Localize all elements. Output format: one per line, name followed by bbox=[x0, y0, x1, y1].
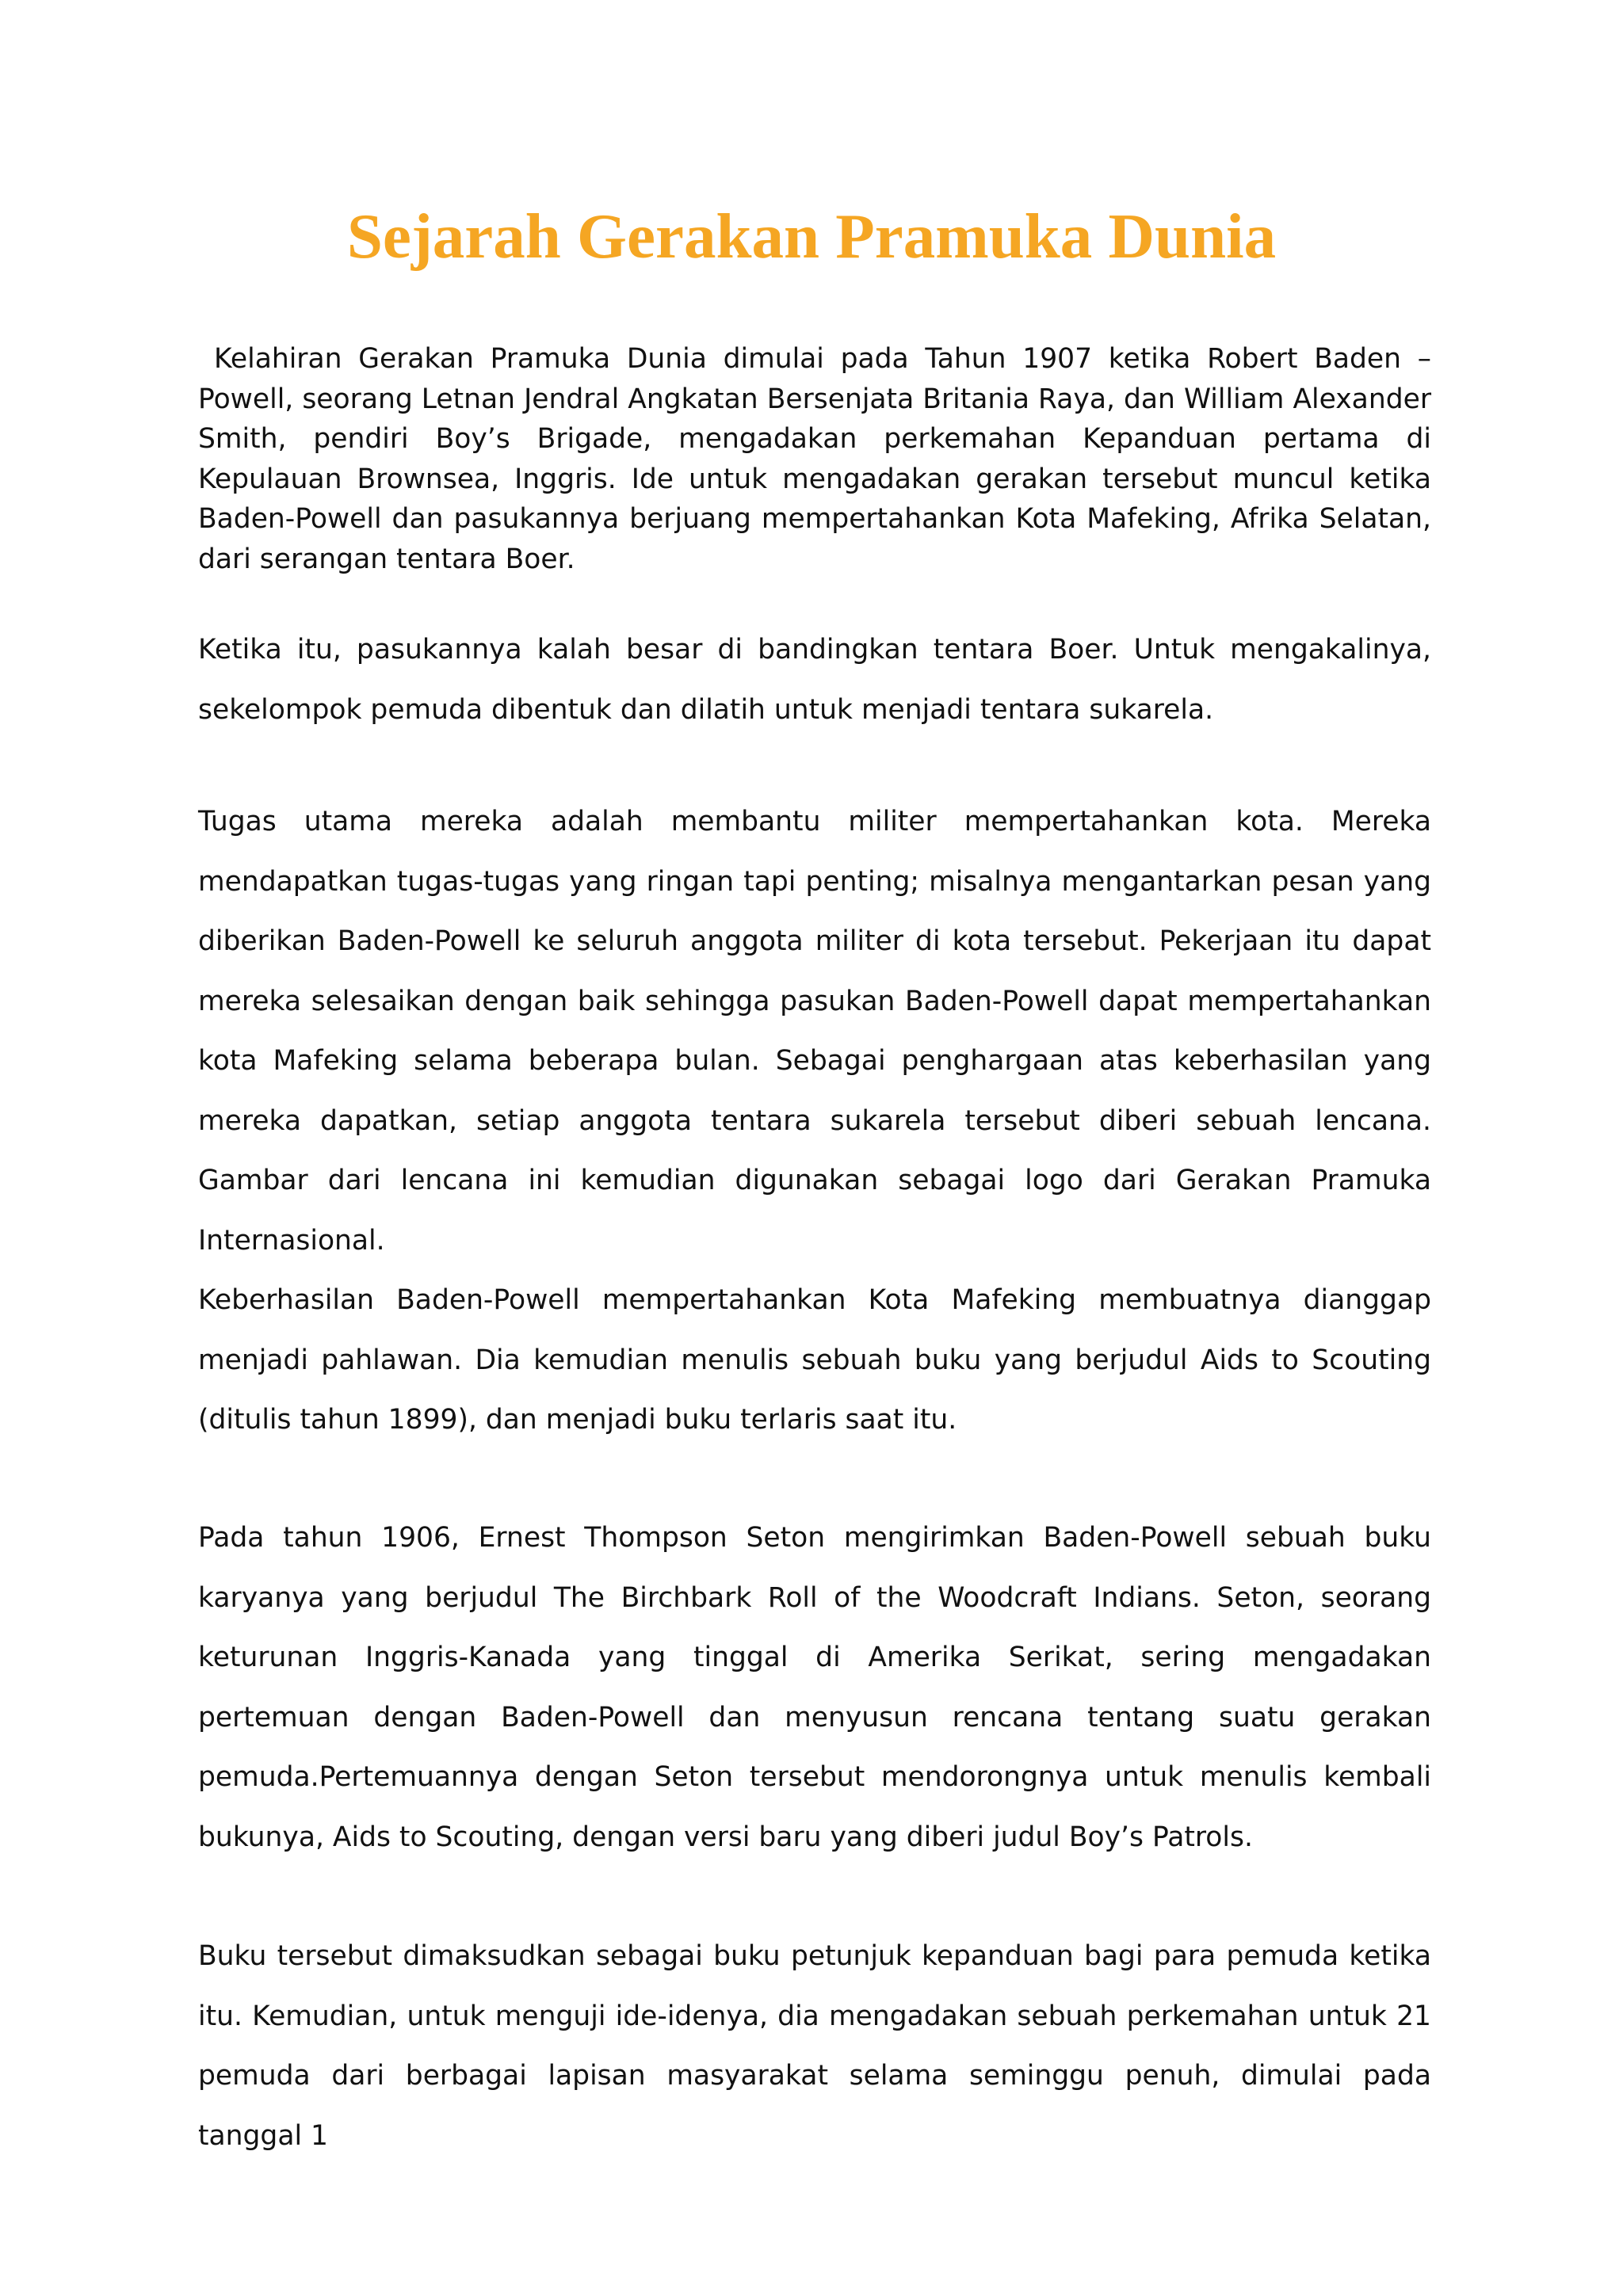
paragraph-seton: Pada tahun 1906, Ernest Thompson Seton mengirimkan Baden-Powell sebuah buku karyanya yang berjudul The Birchbark Roll of the Woodcraft Indians. Seton, seorang keturunan Inggris-Kanada yang tinggal di Amerika Serikat, sering mengadakan pertemuan dengan Baden-Powell dan menyusun rencana tentang suatu gerakan pemuda.Pertemuannya dengan Seton tersebut mendorongnya untuk menulis kembali bukunya, Aids to Scouting, dengan versi baru yang diberi judul Boy’s Patrols. bbox=[198, 1522, 1431, 1853]
paragraph-boer: Ketika itu, pasukannya kalah besar di bandingkan tentara Boer. Untuk mengakalinya, sekelompok pemuda dibentuk dan dilatih untuk menjadi tentara sukarela. bbox=[198, 634, 1431, 726]
paragraph-aids-to-scouting: Keberhasilan Baden-Powell mempertahankan Kota Mafeking membuatnya dianggap menjadi pahlawan. Dia kemudian menulis sebuah buku yang berjudul Aids to Scouting (ditulis tahun 1899), dan menjadi buku terlaris saat itu. bbox=[198, 1284, 1431, 1436]
paragraph-camp: Buku tersebut dimaksudkan sebagai buku petunjuk kepanduan bagi para pemuda ketika itu. Kemudian, untuk menguji ide-idenya, dia mengadakan sebuah perkemahan untuk 21 pemuda dari berbagai lapisan masyarakat selama seminggu penuh, dimulai pada tanggal 1 bbox=[198, 1940, 1431, 2152]
paragraph-tasks: Tugas utama mereka adalah membantu militer mempertahankan kota. Mereka mendapatkan tugas-tugas yang ringan tapi penting; misalnya mengantarkan pesan yang diberikan Baden-Powell ke seluruh anggota militer di kota tersebut. Pekerjaan itu dapat mereka selesaikan dengan baik sehingga pasukan Baden-Powell dapat mempertahankan kota Mafeking selama beberapa bulan. Sebagai penghargaan atas keberhasilan yang mereka dapatkan, setiap anggota tentara sukarela tersebut diberi sebuah lencana. Gambar dari lencana ini kemudian digunakan sebagai logo dari Gerakan Pramuka Internasional. bbox=[198, 806, 1431, 1257]
page-title: Sejarah Gerakan Pramuka Dunia bbox=[346, 200, 1277, 272]
paragraph-intro: Kelahiran Gerakan Pramuka Dunia dimulai pada Tahun 1907 ketika Robert Baden – Powell, seorang Letnan Jendral Angkatan Bersenjata Britania Raya, dan William Alexander Smith, pendiri Boy’s Brigade, mengadakan perkemahan Kepanduan pertama di Kepulauan Brownsea, Inggris. Ide untuk mengadakan gerakan tersebut muncul ketika Baden-Powell dan pasukannya berjuang mempertahankan Kota Mafeking, Afrika Selatan, dari serangan tentara Boer. bbox=[198, 343, 1431, 575]
